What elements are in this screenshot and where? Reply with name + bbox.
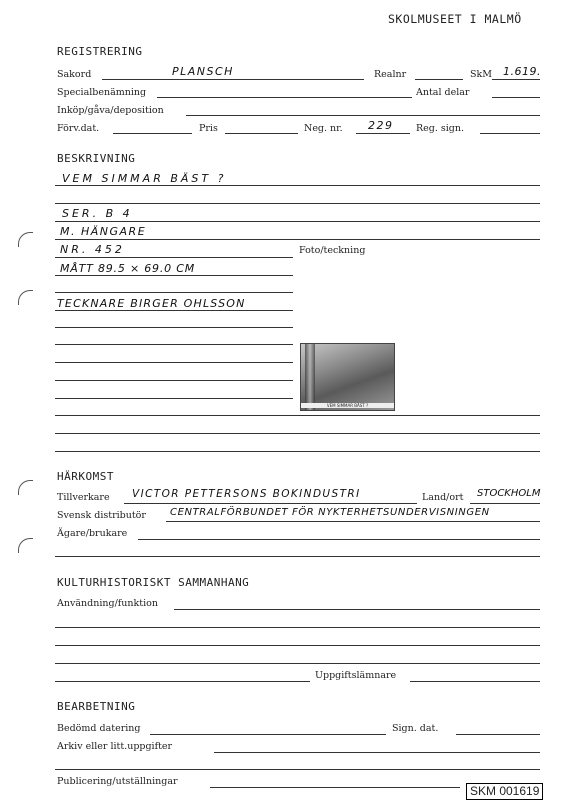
- reg-sign-label: Reg. sign.: [416, 123, 465, 134]
- photo-frame-edge: [305, 344, 315, 410]
- description-line-5: MÅTT 89.5 × 69.0 CM: [60, 262, 196, 275]
- description-rule-15: [55, 433, 540, 434]
- anvandning-line: [174, 609, 540, 610]
- description-line-1: VEM SIMMAR BÄST ?: [62, 172, 227, 185]
- description-rule-6: [55, 275, 293, 276]
- forv-dat-line: [113, 133, 192, 134]
- neg-nr-value: 229: [368, 119, 394, 132]
- punch-hole-2: [18, 290, 33, 305]
- description-rule-13: [55, 398, 293, 399]
- datering-line: [150, 734, 386, 735]
- section-heading-kultur: KULTURHISTORISKT SAMMANHANG: [57, 576, 250, 589]
- punch-hole-4: [18, 538, 33, 553]
- sign-dat-label: Sign. dat.: [392, 723, 439, 734]
- description-line-6: TECKNARE BIRGER OHLSSON: [57, 297, 246, 310]
- skm-label: SkM: [470, 69, 492, 80]
- distributor-value: CENTRALFÖRBUNDET FÖR NYKTERHETSUNDERVISNINGEN: [170, 507, 490, 518]
- agare-label: Ägare/brukare: [57, 528, 128, 539]
- description-rule-3: [55, 221, 540, 222]
- tillverkare-value: VICTOR PETTERSONS BOKINDUSTRI: [132, 488, 361, 500]
- description-rule-12: [55, 380, 293, 381]
- datering-label: Bedömd datering: [57, 723, 141, 734]
- sign-dat-line: [456, 734, 540, 735]
- description-line-2: SER. B 4: [62, 207, 133, 220]
- poster-photo: [300, 343, 395, 411]
- antal-delar-label: Antal delar: [416, 87, 470, 98]
- kultur-rule-4: [55, 681, 310, 682]
- distributor-line: [166, 521, 540, 522]
- harkomst-rule-extra: [55, 556, 540, 557]
- sakord-label: Sakord: [57, 69, 92, 80]
- arkiv-line: [214, 752, 540, 753]
- kultur-rule-1: [55, 627, 540, 628]
- antal-delar-line: [492, 97, 540, 98]
- reg-sign-line: [480, 133, 540, 134]
- punch-hole-3: [18, 480, 33, 495]
- inkop-label: Inköp/gåva/deposition: [57, 105, 164, 116]
- pris-line: [225, 133, 298, 134]
- skm-line: [492, 79, 540, 80]
- description-line-4: NR. 452: [60, 243, 125, 256]
- specialbenamning-label: Specialbenämning: [57, 87, 147, 98]
- inkop-line: [186, 115, 540, 116]
- description-rule-11: [55, 362, 293, 363]
- description-rule-7: [55, 292, 293, 293]
- description-rule-14: [55, 415, 540, 416]
- neg-nr-line: [356, 133, 410, 134]
- description-rule-10: [55, 344, 293, 345]
- uppgiftslamnare-line: [410, 681, 540, 682]
- agare-line: [138, 539, 540, 540]
- arkiv-label: Arkiv eller litt.uppgifter: [57, 741, 173, 752]
- description-rule-8: [55, 310, 293, 311]
- section-heading-bearbetning: BEARBETNING: [57, 700, 136, 713]
- institution-name: SKOLMUSEET I MALMÖ: [388, 12, 522, 26]
- sakord-line: [102, 79, 364, 80]
- distributor-label: Svensk distributör: [57, 510, 146, 521]
- uppgiftslamnare-label: Uppgiftslämnare: [315, 670, 397, 681]
- foto-teckning-label: Foto/teckning: [299, 245, 366, 256]
- description-rule-4: [55, 239, 540, 240]
- land-ort-value: STOCKHOLM: [477, 488, 541, 499]
- land-ort-line: [470, 503, 540, 504]
- section-heading-registrering: REGISTRERING: [57, 45, 143, 58]
- description-line-3: M. HÄNGARE: [60, 225, 147, 238]
- specialbenamning-line: [157, 97, 412, 98]
- pris-label: Pris: [199, 123, 218, 134]
- archive-id-stamp: SKM 001619: [466, 783, 543, 800]
- description-rule-5: [55, 257, 293, 258]
- neg-nr-label: Neg. nr.: [304, 123, 343, 134]
- kultur-rule-3: [55, 663, 540, 664]
- realnr-label: Realnr: [374, 69, 407, 80]
- description-rule-1: [55, 185, 540, 186]
- sakord-value: PLANSCH: [172, 65, 234, 78]
- publicering-label: Publicering/utställningar: [57, 776, 178, 787]
- realnr-line: [415, 79, 463, 80]
- skm-value: 1.619.: [503, 65, 541, 78]
- anvandning-label: Användning/funktion: [57, 598, 158, 609]
- punch-hole-1: [18, 232, 33, 247]
- section-heading-harkomst: HÄRKOMST: [57, 470, 114, 483]
- description-rule-9: [55, 327, 293, 328]
- kultur-rule-2: [55, 645, 540, 646]
- publicering-line: [210, 787, 460, 788]
- forv-dat-label: Förv.dat.: [57, 123, 100, 134]
- description-rule-16: [55, 451, 540, 452]
- bearbetning-rule-extra: [55, 769, 540, 770]
- photo-caption: VEM SIMMAR BÄST ?: [301, 403, 394, 408]
- tillverkare-line: [124, 503, 417, 504]
- section-heading-beskrivning: BESKRIVNING: [57, 152, 136, 165]
- description-rule-2: [55, 203, 540, 204]
- tillverkare-label: Tillverkare: [57, 492, 110, 503]
- land-ort-label: Land/ort: [422, 492, 464, 503]
